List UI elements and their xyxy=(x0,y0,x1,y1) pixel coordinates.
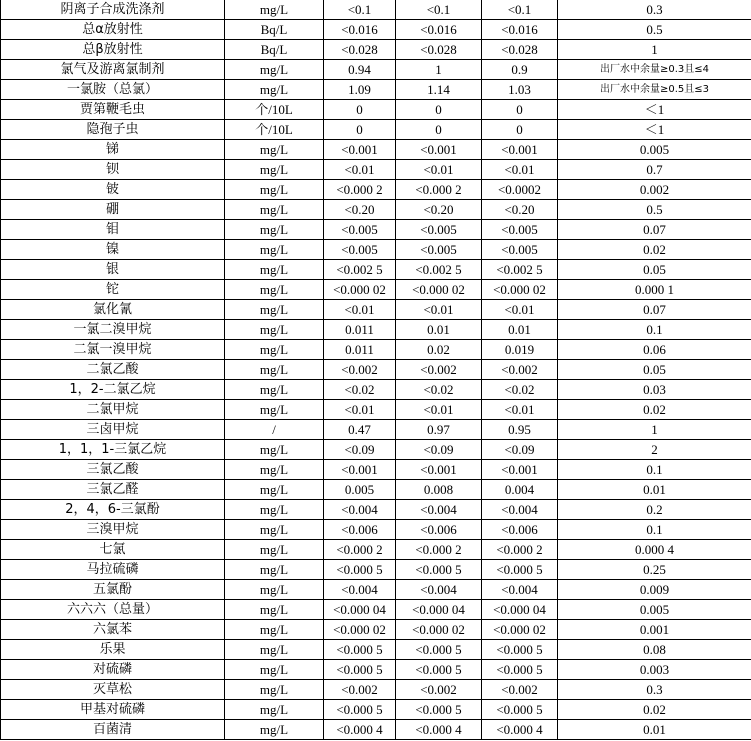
sample-1-value-cell: <0.000 02 xyxy=(324,620,396,640)
unit-cell: mg/L xyxy=(225,480,324,500)
sample-3-value-cell: <0.000 5 xyxy=(482,560,558,580)
sample-2-value-cell: <0.002 5 xyxy=(396,260,482,280)
parameter-name-cell: 三溴甲烷 xyxy=(1,520,225,540)
sample-2-value-cell: <0.000 2 xyxy=(396,540,482,560)
sample-3-value-cell: <0.000 02 xyxy=(482,620,558,640)
sample-2-value-cell: <0.028 xyxy=(396,40,482,60)
table-row xyxy=(1,400,751,420)
sample-3-value-cell: <0.09 xyxy=(482,440,558,460)
limit-value-cell: 出厂水中余量≥0.3且≤4 xyxy=(558,60,751,80)
parameter-name-cell: 五氯酚 xyxy=(1,580,225,600)
table-row xyxy=(1,100,751,120)
parameter-name-cell: 对硫磷 xyxy=(1,660,225,680)
parameter-name-cell: 三卤甲烷 xyxy=(1,420,225,440)
sample-3-value-cell: <0.01 xyxy=(482,160,558,180)
parameter-name-cell: 六六六（总量） xyxy=(1,600,225,620)
table-row xyxy=(1,80,751,100)
sample-2-value-cell: <0.004 xyxy=(396,580,482,600)
limit-value-cell: 0.3 xyxy=(558,680,751,700)
parameter-name-cell: 二氯甲烷 xyxy=(1,400,225,420)
limit-value-cell: 0.000 4 xyxy=(558,540,751,560)
sample-3-value-cell: <0.006 xyxy=(482,520,558,540)
sample-2-value-cell: 1 xyxy=(396,60,482,80)
parameter-name-cell: 百菌清 xyxy=(1,720,225,740)
sample-1-value-cell: <0.000 2 xyxy=(324,540,396,560)
table-row xyxy=(1,180,751,200)
sample-3-value-cell: <0.016 xyxy=(482,20,558,40)
limit-value-cell: 0.02 xyxy=(558,700,751,720)
table-row xyxy=(1,520,751,540)
sample-1-value-cell: <0.005 xyxy=(324,220,396,240)
sample-1-value-cell: <0.028 xyxy=(324,40,396,60)
sample-3-value-cell: 0 xyxy=(482,120,558,140)
unit-cell: mg/L xyxy=(225,220,324,240)
limit-value-cell: 1 xyxy=(558,40,751,60)
limit-value-cell: 0.7 xyxy=(558,160,751,180)
table-row xyxy=(1,320,751,340)
parameter-name-cell: 1，1，1-三氯乙烷 xyxy=(1,440,225,460)
sample-2-value-cell: <0.01 xyxy=(396,300,482,320)
limit-value-cell: 2 xyxy=(558,440,751,460)
sample-3-value-cell: <0.02 xyxy=(482,380,558,400)
limit-value-cell: 0.02 xyxy=(558,240,751,260)
parameter-name-cell: 硼 xyxy=(1,200,225,220)
sample-3-value-cell: <0.002 xyxy=(482,680,558,700)
sample-1-value-cell: <0.004 xyxy=(324,580,396,600)
sample-2-value-cell: <0.005 xyxy=(396,220,482,240)
table-row xyxy=(1,640,751,660)
sample-3-value-cell: <0.004 xyxy=(482,580,558,600)
parameter-name-cell: 锑 xyxy=(1,140,225,160)
table-row xyxy=(1,460,751,480)
sample-3-value-cell: <0.004 xyxy=(482,500,558,520)
limit-value-cell: 0.003 xyxy=(558,660,751,680)
parameter-name-cell: 一氯二溴甲烷 xyxy=(1,320,225,340)
sample-2-value-cell: <0.016 xyxy=(396,20,482,40)
unit-cell: mg/L xyxy=(225,440,324,460)
table-row xyxy=(1,680,751,700)
parameter-name-cell: 镍 xyxy=(1,240,225,260)
sample-1-value-cell: <0.000 5 xyxy=(324,560,396,580)
table-row xyxy=(1,500,751,520)
unit-cell: mg/L xyxy=(225,140,324,160)
parameter-name-cell: 二氯一溴甲烷 xyxy=(1,340,225,360)
unit-cell: mg/L xyxy=(225,680,324,700)
unit-cell: / xyxy=(225,420,324,440)
limit-value-cell: 出厂水中余量≥0.5且≤3 xyxy=(558,80,751,100)
sample-1-value-cell: <0.005 xyxy=(324,240,396,260)
sample-1-value-cell: <0.1 xyxy=(324,0,396,20)
parameter-name-cell: 七氯 xyxy=(1,540,225,560)
limit-value-cell: 0.3 xyxy=(558,0,751,20)
parameter-name-cell: 氯气及游离氯制剂 xyxy=(1,60,225,80)
sample-1-value-cell: <0.000 4 xyxy=(324,720,396,740)
sample-2-value-cell: <0.20 xyxy=(396,200,482,220)
sample-3-value-cell: <0.000 5 xyxy=(482,700,558,720)
table-row xyxy=(1,700,751,720)
limit-value-cell: ＜1 xyxy=(558,120,751,140)
sample-3-value-cell: <0.002 5 xyxy=(482,260,558,280)
table-body xyxy=(1,0,751,740)
sample-3-value-cell: <0.000 5 xyxy=(482,660,558,680)
unit-cell: mg/L xyxy=(225,560,324,580)
unit-cell: mg/L xyxy=(225,520,324,540)
table-row xyxy=(1,360,751,380)
unit-cell: 个/10L xyxy=(225,120,324,140)
parameter-name-cell: 总α放射性 xyxy=(1,20,225,40)
unit-cell: mg/L xyxy=(225,460,324,480)
sample-1-value-cell: 0.005 xyxy=(324,480,396,500)
sample-2-value-cell: 0.02 xyxy=(396,340,482,360)
parameter-name-cell: 一氯胺（总氯） xyxy=(1,80,225,100)
sample-2-value-cell: <0.000 4 xyxy=(396,720,482,740)
sample-2-value-cell: <0.005 xyxy=(396,240,482,260)
parameter-name-cell: 总β放射性 xyxy=(1,40,225,60)
sample-2-value-cell: <0.09 xyxy=(396,440,482,460)
limit-value-cell: 0.03 xyxy=(558,380,751,400)
sample-3-value-cell: 0.95 xyxy=(482,420,558,440)
parameter-name-cell: 马拉硫磷 xyxy=(1,560,225,580)
sample-2-value-cell: 0 xyxy=(396,100,482,120)
limit-value-cell: 0.001 xyxy=(558,620,751,640)
sample-1-value-cell: <0.09 xyxy=(324,440,396,460)
sample-3-value-cell: <0.1 xyxy=(482,0,558,20)
unit-cell: mg/L xyxy=(225,620,324,640)
sample-3-value-cell: 0.9 xyxy=(482,60,558,80)
sample-2-value-cell: <0.000 5 xyxy=(396,640,482,660)
sample-2-value-cell: 0.97 xyxy=(396,420,482,440)
sample-3-value-cell: 0.004 xyxy=(482,480,558,500)
unit-cell: mg/L xyxy=(225,240,324,260)
sample-3-value-cell: <0.0002 xyxy=(482,180,558,200)
limit-value-cell: 0.002 xyxy=(558,180,751,200)
unit-cell: mg/L xyxy=(225,280,324,300)
sample-2-value-cell: 1.14 xyxy=(396,80,482,100)
limit-value-cell: 0.5 xyxy=(558,200,751,220)
sample-3-value-cell: <0.01 xyxy=(482,300,558,320)
sample-3-value-cell: <0.000 4 xyxy=(482,720,558,740)
limit-value-cell: 0.02 xyxy=(558,400,751,420)
limit-value-cell: 1 xyxy=(558,420,751,440)
sample-2-value-cell: <0.002 xyxy=(396,680,482,700)
sample-2-value-cell: <0.000 02 xyxy=(396,280,482,300)
sample-2-value-cell: <0.02 xyxy=(396,380,482,400)
sample-1-value-cell: <0.01 xyxy=(324,300,396,320)
sample-1-value-cell: <0.000 2 xyxy=(324,180,396,200)
sample-1-value-cell: 0.94 xyxy=(324,60,396,80)
sample-3-value-cell: <0.20 xyxy=(482,200,558,220)
unit-cell: mg/L xyxy=(225,380,324,400)
table-row xyxy=(1,620,751,640)
sample-1-value-cell: <0.001 xyxy=(324,460,396,480)
table-row xyxy=(1,600,751,620)
sample-1-value-cell: <0.002 5 xyxy=(324,260,396,280)
parameter-name-cell: 钡 xyxy=(1,160,225,180)
table-row xyxy=(1,220,751,240)
unit-cell: mg/L xyxy=(225,360,324,380)
limit-value-cell: ＜1 xyxy=(558,100,751,120)
sample-2-value-cell: <0.000 5 xyxy=(396,660,482,680)
parameter-name-cell: 乐果 xyxy=(1,640,225,660)
sample-1-value-cell: <0.000 5 xyxy=(324,640,396,660)
sample-1-value-cell: <0.20 xyxy=(324,200,396,220)
sample-1-value-cell: <0.006 xyxy=(324,520,396,540)
table-row xyxy=(1,440,751,460)
sample-1-value-cell: <0.002 xyxy=(324,360,396,380)
unit-cell: mg/L xyxy=(225,260,324,280)
parameter-name-cell: 银 xyxy=(1,260,225,280)
limit-value-cell: 0.000 1 xyxy=(558,280,751,300)
sample-1-value-cell: <0.000 04 xyxy=(324,600,396,620)
sample-2-value-cell: <0.000 02 xyxy=(396,620,482,640)
sample-1-value-cell: <0.01 xyxy=(324,400,396,420)
table-row xyxy=(1,380,751,400)
parameter-name-cell: 三氯乙醛 xyxy=(1,480,225,500)
sample-1-value-cell: <0.016 xyxy=(324,20,396,40)
sample-1-value-cell: 1.09 xyxy=(324,80,396,100)
table-row xyxy=(1,300,751,320)
parameter-name-cell: 隐孢子虫 xyxy=(1,120,225,140)
sample-2-value-cell: <0.001 xyxy=(396,140,482,160)
table-row xyxy=(1,580,751,600)
limit-value-cell: 0.009 xyxy=(558,580,751,600)
unit-cell: mg/L xyxy=(225,580,324,600)
sample-2-value-cell: 0 xyxy=(396,120,482,140)
table-row xyxy=(1,480,751,500)
sample-3-value-cell: <0.000 2 xyxy=(482,540,558,560)
unit-cell: mg/L xyxy=(225,340,324,360)
parameter-name-cell: 灭草松 xyxy=(1,680,225,700)
sample-3-value-cell: <0.028 xyxy=(482,40,558,60)
unit-cell: mg/L xyxy=(225,320,324,340)
unit-cell: mg/L xyxy=(225,660,324,680)
parameter-name-cell: 贾第鞭毛虫 xyxy=(1,100,225,120)
sample-3-value-cell: <0.01 xyxy=(482,400,558,420)
table-row xyxy=(1,660,751,680)
table-row xyxy=(1,140,751,160)
sample-1-value-cell: 0 xyxy=(324,120,396,140)
sample-3-value-cell: <0.005 xyxy=(482,240,558,260)
unit-cell: mg/L xyxy=(225,0,324,20)
table-row xyxy=(1,720,751,740)
table-row xyxy=(1,420,751,440)
table-row xyxy=(1,340,751,360)
table-row xyxy=(1,20,751,40)
parameter-name-cell: 阴离子合成洗涤剂 xyxy=(1,0,225,20)
sample-3-value-cell: 0.01 xyxy=(482,320,558,340)
unit-cell: mg/L xyxy=(225,700,324,720)
limit-value-cell: 0.01 xyxy=(558,480,751,500)
table-row xyxy=(1,40,751,60)
unit-cell: mg/L xyxy=(225,500,324,520)
sample-2-value-cell: <0.002 xyxy=(396,360,482,380)
unit-cell: mg/L xyxy=(225,300,324,320)
limit-value-cell: 0.005 xyxy=(558,140,751,160)
sample-2-value-cell: <0.01 xyxy=(396,400,482,420)
parameter-name-cell: 氯化氰 xyxy=(1,300,225,320)
parameter-name-cell: 1，2-二氯乙烷 xyxy=(1,380,225,400)
sample-2-value-cell: <0.01 xyxy=(396,160,482,180)
unit-cell: mg/L xyxy=(225,640,324,660)
sample-1-value-cell: <0.02 xyxy=(324,380,396,400)
sample-1-value-cell: 0.011 xyxy=(324,340,396,360)
sample-1-value-cell: <0.004 xyxy=(324,500,396,520)
limit-value-cell: 0.07 xyxy=(558,300,751,320)
parameter-name-cell: 钼 xyxy=(1,220,225,240)
limit-value-cell: 0.07 xyxy=(558,220,751,240)
table-row xyxy=(1,560,751,580)
sample-3-value-cell: <0.002 xyxy=(482,360,558,380)
sample-2-value-cell: <0.000 04 xyxy=(396,600,482,620)
table-row xyxy=(1,60,751,80)
sample-1-value-cell: 0.47 xyxy=(324,420,396,440)
sample-2-value-cell: <0.000 2 xyxy=(396,180,482,200)
sample-2-value-cell: <0.006 xyxy=(396,520,482,540)
unit-cell: 个/10L xyxy=(225,100,324,120)
limit-value-cell: 0.5 xyxy=(558,20,751,40)
limit-value-cell: 0.06 xyxy=(558,340,751,360)
unit-cell: mg/L xyxy=(225,540,324,560)
sample-3-value-cell: <0.000 02 xyxy=(482,280,558,300)
unit-cell: mg/L xyxy=(225,720,324,740)
sample-1-value-cell: <0.000 5 xyxy=(324,700,396,720)
limit-value-cell: 0.01 xyxy=(558,720,751,740)
sample-2-value-cell: <0.1 xyxy=(396,0,482,20)
unit-cell: mg/L xyxy=(225,400,324,420)
limit-value-cell: 0.1 xyxy=(558,320,751,340)
table-row xyxy=(1,540,751,560)
sample-2-value-cell: <0.000 5 xyxy=(396,560,482,580)
parameter-name-cell: 2，4，6-三氯酚 xyxy=(1,500,225,520)
limit-value-cell: 0.005 xyxy=(558,600,751,620)
sample-1-value-cell: <0.01 xyxy=(324,160,396,180)
sample-1-value-cell: <0.000 02 xyxy=(324,280,396,300)
unit-cell: mg/L xyxy=(225,180,324,200)
table-row xyxy=(1,200,751,220)
sample-2-value-cell: <0.001 xyxy=(396,460,482,480)
parameter-name-cell: 甲基对硫磷 xyxy=(1,700,225,720)
sample-3-value-cell: <0.001 xyxy=(482,140,558,160)
table-row xyxy=(1,0,751,20)
limit-value-cell: 0.05 xyxy=(558,260,751,280)
unit-cell: mg/L xyxy=(225,80,324,100)
sample-2-value-cell: <0.004 xyxy=(396,500,482,520)
limit-value-cell: 0.08 xyxy=(558,640,751,660)
unit-cell: mg/L xyxy=(225,200,324,220)
sample-2-value-cell: 0.01 xyxy=(396,320,482,340)
parameter-name-cell: 铊 xyxy=(1,280,225,300)
table-row xyxy=(1,240,751,260)
sample-1-value-cell: <0.002 xyxy=(324,680,396,700)
sample-1-value-cell: 0 xyxy=(324,100,396,120)
unit-cell: mg/L xyxy=(225,600,324,620)
sample-3-value-cell: <0.000 5 xyxy=(482,640,558,660)
sample-3-value-cell: <0.000 04 xyxy=(482,600,558,620)
sample-2-value-cell: <0.000 5 xyxy=(396,700,482,720)
table-row xyxy=(1,160,751,180)
sample-3-value-cell: <0.001 xyxy=(482,460,558,480)
sample-1-value-cell: <0.001 xyxy=(324,140,396,160)
sample-3-value-cell: 0 xyxy=(482,100,558,120)
sample-3-value-cell: 1.03 xyxy=(482,80,558,100)
parameter-name-cell: 六氯苯 xyxy=(1,620,225,640)
sample-2-value-cell: 0.008 xyxy=(396,480,482,500)
parameter-name-cell: 二氯乙酸 xyxy=(1,360,225,380)
limit-value-cell: 0.1 xyxy=(558,460,751,480)
limit-value-cell: 0.2 xyxy=(558,500,751,520)
unit-cell: mg/L xyxy=(225,160,324,180)
table-row xyxy=(1,260,751,280)
sample-3-value-cell: <0.005 xyxy=(482,220,558,240)
limit-value-cell: 0.25 xyxy=(558,560,751,580)
sample-1-value-cell: <0.000 5 xyxy=(324,660,396,680)
unit-cell: mg/L xyxy=(225,60,324,80)
limit-value-cell: 0.05 xyxy=(558,360,751,380)
unit-cell: Bq/L xyxy=(225,20,324,40)
unit-cell: Bq/L xyxy=(225,40,324,60)
sample-3-value-cell: 0.019 xyxy=(482,340,558,360)
parameter-name-cell: 三氯乙酸 xyxy=(1,460,225,480)
parameter-name-cell: 铍 xyxy=(1,180,225,200)
table-row xyxy=(1,120,751,140)
sample-1-value-cell: 0.011 xyxy=(324,320,396,340)
limit-value-cell: 0.1 xyxy=(558,520,751,540)
table-row xyxy=(1,280,751,300)
